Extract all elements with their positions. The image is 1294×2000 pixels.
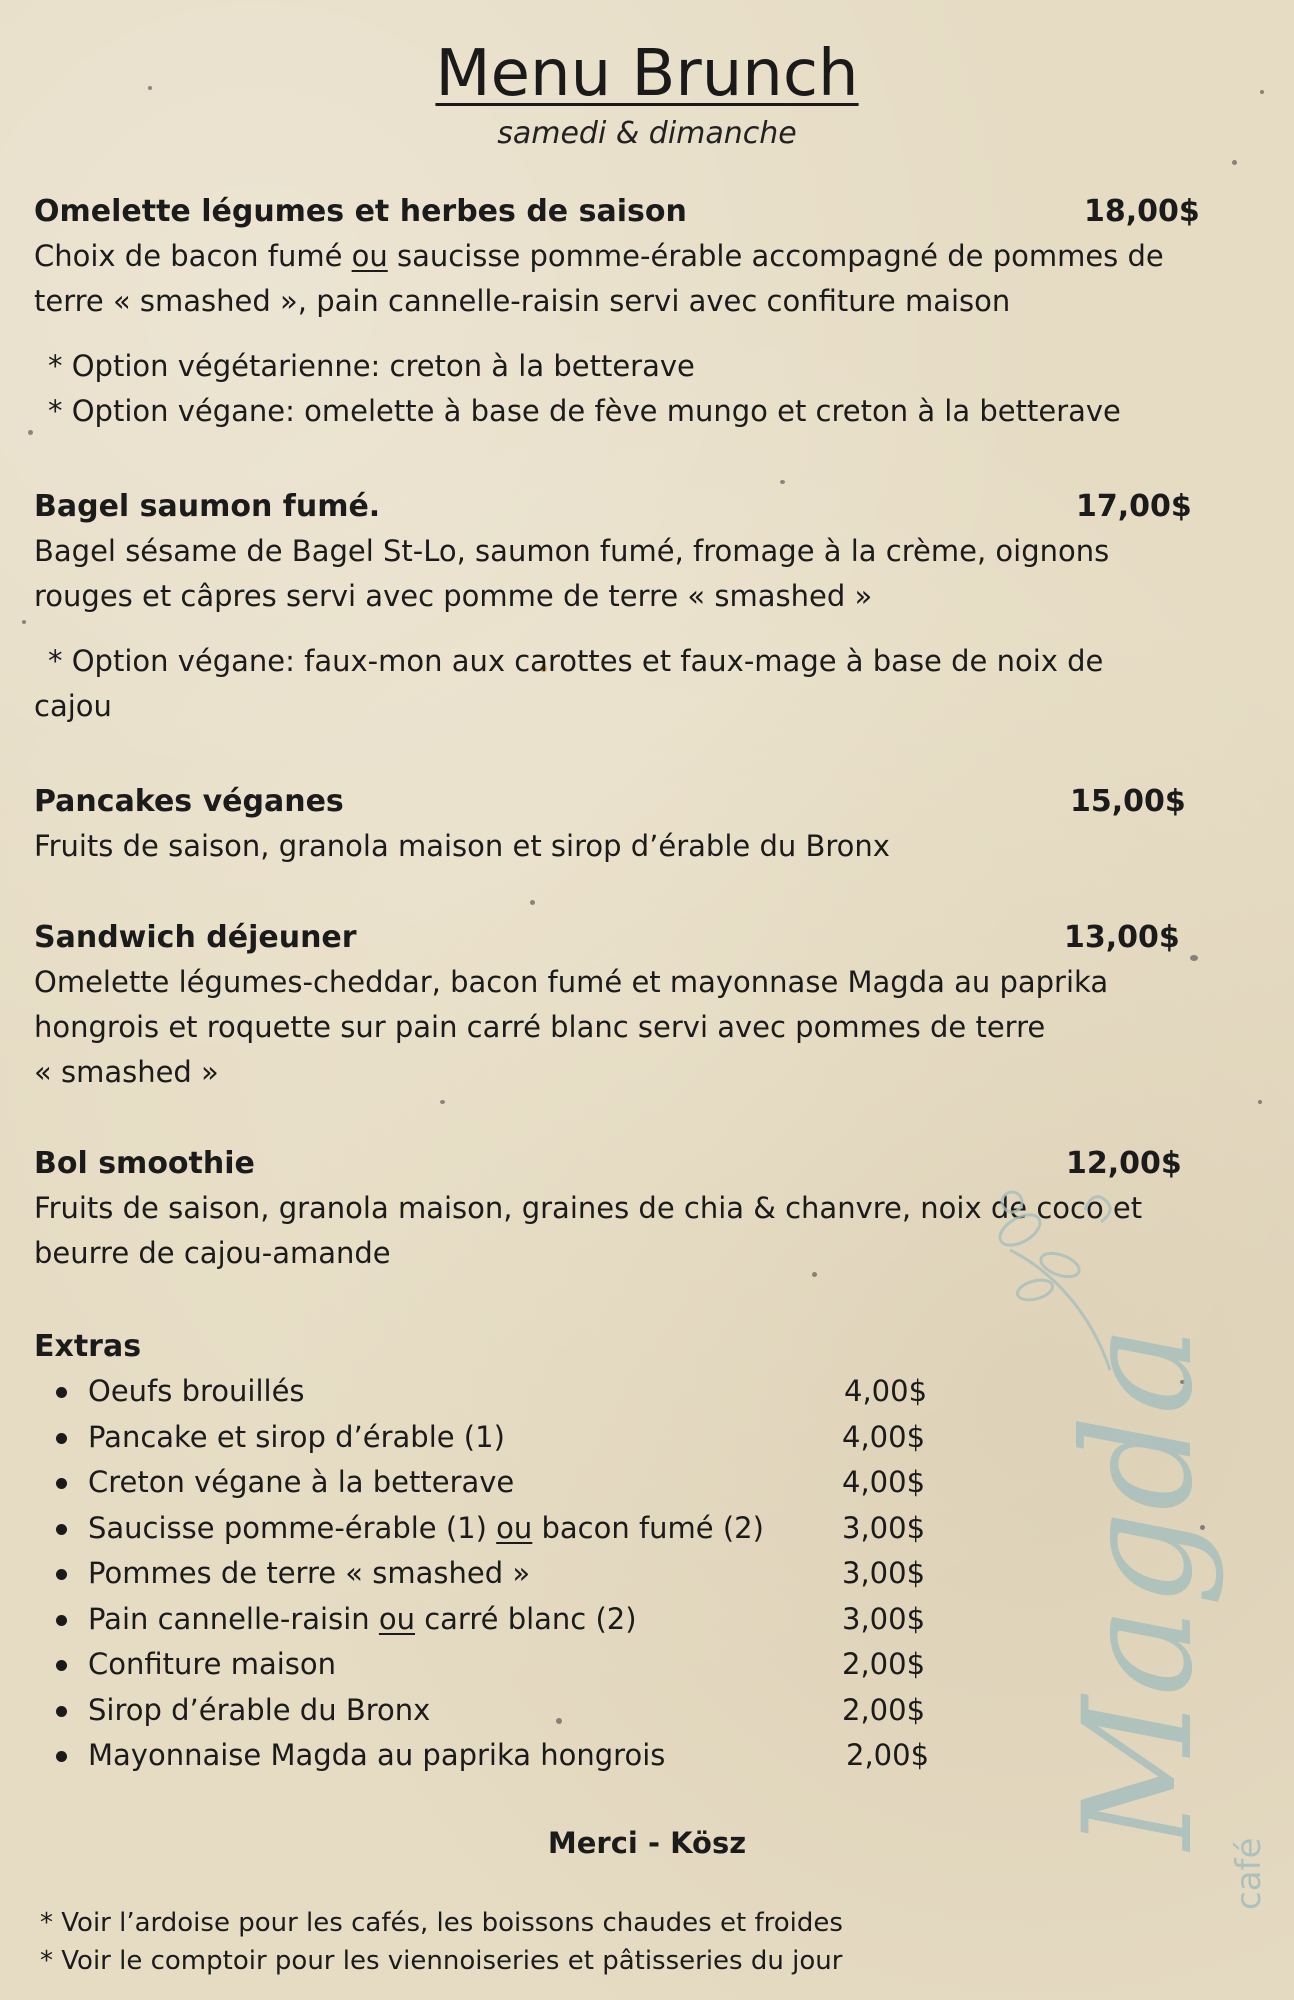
extras-section [34,1325,934,1779]
extra-price: 4,00$ [842,1419,926,1454]
footnote: * Voir l’ardoise pour les cafés, les boissons chaudes et froides [40,1908,843,1938]
extras-row [34,1642,934,1688]
logo-subtext: café [1229,1837,1269,1910]
menu-item-bagel [34,485,1264,729]
extras-title: Extras [34,1329,142,1364]
desc-text: Fruits de saison, granola maison, graines de chia & chanvre, noix de coco et [34,1191,1143,1225]
item-name: Omelette légumes et herbes de saison [34,194,687,229]
extra-label: Confiture maison [88,1647,337,1681]
desc-text: terre « smashed », pain cannelle-raisin servi avec confiture maison [34,284,1011,318]
item-description [34,234,1264,324]
bullet-icon [56,1751,67,1762]
extras-row [34,1506,934,1552]
item-header [34,190,1264,234]
bullet-icon [56,1706,67,1717]
desc-text: beurre de cajou-amande [34,1236,391,1270]
item-price: 17,00$ [1076,489,1192,524]
extra-label: Sirop d’érable du Bronx [88,1692,431,1727]
extras-row [34,1597,934,1643]
bullet-icon [56,1433,67,1444]
thanks-text: Merci - Kösz [547,1826,747,1860]
bullet-icon [56,1569,67,1580]
extra-label-text: Saucisse pomme-érable (1) [88,1510,497,1545]
menu-subtitle: samedi & dimanche [497,116,797,151]
desc-text: rouges et câpres servi avec pomme de terre « smashed » [34,579,873,613]
item-name: Bol smoothie [34,1146,255,1181]
paper-speck [440,1100,445,1104]
extra-label: Pancake et sirop d’érable (1) [88,1419,505,1454]
item-header [34,780,1264,824]
bullet-icon [56,1387,67,1398]
extra-price: 3,00$ [842,1601,926,1636]
paper-speck [530,900,535,905]
extra-label-text: Pain cannelle-raisin [88,1601,379,1636]
extra-label: Pommes de terre « smashed » [88,1556,531,1590]
extras-row [34,1460,934,1506]
menu-title: Menu Brunch [435,37,859,111]
extra-price: 3,00$ [842,1510,926,1545]
item-option: * Option végane: omelette à base de fève mungo et creton à la betterave [48,394,1121,428]
desc-text: « smashed » [34,1055,219,1089]
extra-label: Creton végane à la betterave [88,1465,515,1499]
desc-text: Bagel sésame de Bagel St-Lo, saumon fumé, fromage à la crème, oignons [34,534,1110,568]
extra-price: 4,00$ [844,1374,928,1408]
item-description [34,960,1264,1095]
desc-text: Choix de bacon fumé [34,239,352,273]
extra-price: 2,00$ [842,1647,926,1681]
extras-row [34,1733,934,1779]
magda-cafe-logo [990,1150,1280,1950]
item-price: 12,00$ [1066,1146,1182,1181]
menu-item-omelette [34,190,1264,434]
item-name: Sandwich déjeuner [34,920,357,955]
item-header [34,485,1264,529]
item-price: 18,00$ [1084,194,1200,229]
paper-speck [28,430,33,435]
menu-item-sandwich [34,916,1264,1095]
bullet-icon [56,1615,67,1626]
extras-row [34,1369,934,1415]
logo-wordmark: Magda [1052,1325,1226,1850]
extras-row [34,1551,934,1597]
paper-speck [22,620,26,624]
item-price: 15,00$ [1070,784,1186,819]
extra-price: 2,00$ [842,1692,926,1727]
paper-speck [1258,1100,1262,1104]
desc-text: hongrois et roquette sur pain carré blanc servi avec pommes de terre [34,1010,1046,1044]
desc-underlined-text: ou [351,239,388,273]
paper-speck [1232,160,1237,165]
item-option: * Option végétarienne: creton à la betterave [48,349,695,383]
item-description: Fruits de saison, granola maison et sirop d’érable du Bronx [34,829,890,863]
extras-row [34,1688,934,1734]
extra-label-underlined: ou [378,1601,415,1636]
item-description [34,529,1264,619]
extra-price: 3,00$ [842,1556,926,1590]
extra-price: 2,00$ [846,1738,930,1772]
extra-price: 4,00$ [842,1465,926,1499]
menu-item-pancakes [34,780,1264,869]
extra-label: Mayonnaise Magda au paprika hongrois [88,1738,666,1772]
footnote: * Voir le comptoir pour les viennoiseries et pâtisseries du jour [40,1946,843,1976]
extra-label: Oeufs brouillés [88,1374,305,1408]
desc-text: saucisse pomme-érable accompagné de pommes de [387,239,1164,273]
item-option: cajou [34,689,112,723]
extra-label-text: carré blanc (2) [415,1601,637,1636]
extra-label-text: bacon fumé (2) [532,1510,764,1545]
extra-label [88,1506,764,1551]
item-name: Pancakes véganes [34,784,344,819]
bullet-icon [56,1478,67,1489]
extra-label-underlined: ou [496,1510,533,1545]
item-price: 13,00$ [1064,920,1180,955]
bullet-icon [56,1660,67,1671]
desc-text: Omelette légumes-cheddar, bacon fumé et mayonnase Magda au paprika [34,965,1109,999]
extras-row [34,1415,934,1461]
paper-speck [780,480,785,484]
item-header [34,916,1264,960]
item-option: * Option végane: faux-mon aux carottes et faux-mage à base de noix de [48,644,1104,678]
extra-label [88,1597,637,1642]
item-name: Bagel saumon fumé. [34,489,381,524]
bullet-icon [56,1524,67,1535]
